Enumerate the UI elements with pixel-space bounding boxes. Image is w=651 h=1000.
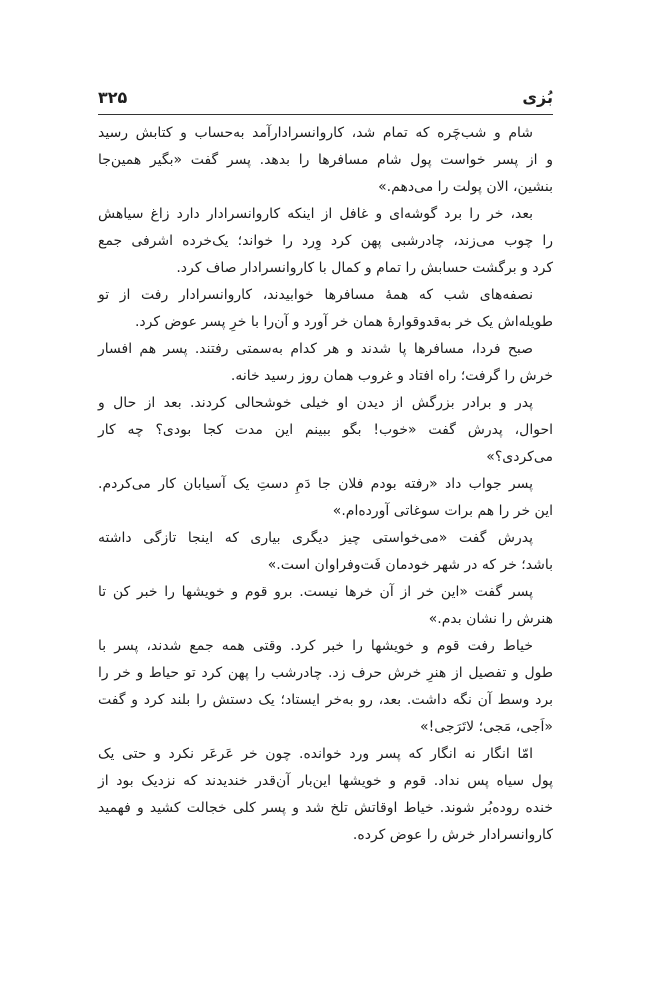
text-line: احوال، پدرش گفت «خوب! بگو ببینم این مدت کجا بودی؟ چه کار [98,422,553,438]
paragraph [98,525,553,579]
text-line: هنرش را نشان بدم.» [428,611,553,627]
text-line: طویله‌اش یک خر به‌قدوقوارهٔ همان خر آورد و آن‌را با خرِ پسر عوض کرد. [134,314,553,330]
body-text [98,120,553,849]
text-line: کاروانسرادار خرش را عوض کرده. [352,827,553,843]
text-line: بنشین، الان پولت را می‌دهم.» [378,179,553,195]
paragraph [98,633,553,741]
text-line: پول سیاه پس نداد. قوم و خویشها این‌بار آن‌قدر خندیدند که نزدیک بود از [98,773,553,789]
text-line: پدر و برادر بزرگش از دیدن او خیلی خوشحالی کردند. بعد از حال و [98,395,533,411]
text-line: بعد، خر را برد گوشه‌ای و غافل از اینکه کاروانسرادار دارد زاغ سیاهش [98,206,533,222]
paragraph [98,120,553,201]
text-line: خیاط رفت قوم و خویشها را خبر کرد. وقتی همه جمع شدند، پسر با [98,638,533,654]
paragraph [98,201,553,282]
text-line: می‌کردی؟» [486,449,553,465]
text-line: پسر جواب داد «رفته بودم فلان جا دَمِ دستِ یک آسیابان کار می‌کردم. [98,476,533,492]
text-line: پدرش گفت «می‌خواستی چیز دیگری بیاری که اینجا تازگی داشته [98,530,533,546]
page-number: ۳۲۵ [98,88,128,107]
text-line: نصفه‌های شب که همهٔ مسافرها خوابیدند، کاروانسرادار رفت از تو [98,287,533,303]
text-line: باشد؛ خر که در شهر خودمان فَت‌وفراوان است.» [267,557,553,573]
paragraph [98,579,553,633]
text-line: این خر را هم برات سوغاتی آورده‌ام.» [332,503,553,519]
text-line: امّا انگار نه انگار که پسر ورد خوانده. چون خر عَرعَر نکرد و حتی یک [98,746,533,762]
running-header [98,86,553,112]
text-line: طول و تفصیل از هنرِ خرش حرف زد. چادرشب را پهن کرد تو حیاط و خر را [98,665,553,681]
chapter-title: بُزی [522,88,553,107]
header-rule [98,114,553,115]
text-line: پسر گفت «این خر از آن خرها نیست. برو قوم و خویشها را خبر کن تا [98,584,533,600]
text-line: را چوب می‌زند، چادرشبی پهن کرد وِرد را خواند؛ یک‌خرده اشرفی جمع [98,233,553,249]
paragraph [98,282,553,336]
text-line: خنده روده‌بُر شوند. خیاط اوقاتش تلخ شد و پسر کلی خجالت کشید و فهمید [98,800,553,816]
text-line: برد وسط آن نگه داشت. بعد، رو به‌خر ایستاد؛ یک دستش را بلند کرد و گفت [98,692,553,708]
text-line: کرد و برگشت حسابش را تمام و کمال با کاروانسرادار صاف کرد. [176,260,553,276]
text-line: و از پسر خواست پول شام مسافرها را بدهد. پسر گفت «بگیر همین‌جا [98,152,553,168]
text-line: صبح فردا، مسافرها پا شدند و هر کدام به‌سمتی رفتند. پسر هم افسار [98,341,533,357]
text-line: «اَجی، مَجی؛ لاتَرَجی!» [420,719,553,735]
paragraph [98,471,553,525]
paragraph [98,336,553,390]
paragraph [98,390,553,471]
paragraph [98,741,553,849]
text-line: شام و شب‌چَره که تمام شد، کاروانسرادارآمد به‌حساب و کتابش رسید [98,125,533,141]
text-line: خرش را گرفت؛ راه افتاد و غروب همان روز رسید خانه. [230,368,553,384]
